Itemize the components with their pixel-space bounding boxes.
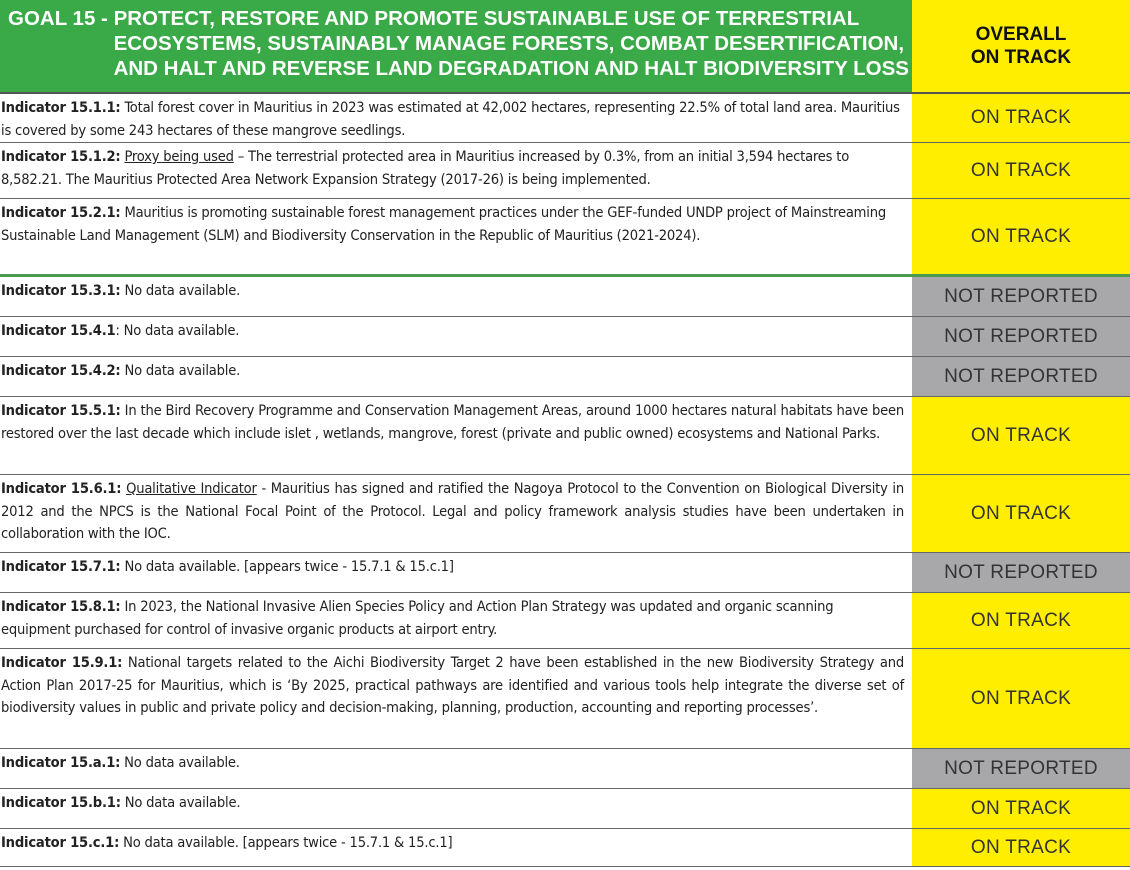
indicator-text: In 2023, the National Invasive Alien Species Policy and Action Plan Strategy was updated and organic scanning equipment purchased for control of invasive organic products at airport entry. — [1, 598, 834, 638]
indicator-text: Mauritius is promoting sustainable forest management practices under the GEF-funded UNDP project of Mainstreaming Sustainable Land Management (SLM) and Biodiversity Conservation in the Republic of Mauritius (2021-2024). — [1, 204, 886, 244]
table-row — [0, 649, 1130, 749]
table-row — [0, 277, 1130, 317]
indicator-text: No data available. — [120, 754, 240, 771]
table-row — [0, 397, 1130, 475]
indicator-label: Indicator 15.4.2: — [1, 362, 121, 379]
indicator-label: Indicator 15.4.1 — [1, 322, 116, 339]
indicator-text: In the Bird Recovery Programme and Conservation Management Areas, around 1000 hectares natural habitats have been restored over the last decade which include islet , wetlands, mangrove, forest (private and public owned) ecosystems and National Parks. — [1, 402, 905, 442]
table-row — [0, 553, 1130, 593]
status-on-track: ON TRACK — [912, 94, 1130, 142]
indicator-text: - Mauritius has signed and ratified the Nagoya Protocol to the Convention on Biological Diversity in 2012 and the NPCS is the National Focal Point of the Protocol. Legal and policy framework analysis studies have been undertaken in collaboration with the IOC. — [1, 480, 905, 542]
status-on-track: ON TRACK — [912, 143, 1130, 198]
indicator-description — [0, 143, 912, 198]
goal-title — [0, 0, 912, 92]
table-row — [0, 475, 1130, 553]
status-not-reported: NOT REPORTED — [912, 277, 1130, 316]
indicator-rows — [0, 94, 1130, 867]
indicator-label: Indicator 15.3.1: — [1, 282, 121, 299]
status-on-track: ON TRACK — [912, 829, 1130, 866]
indicator-text: National targets related to the Aichi Biodiversity Target 2 have been established in the new Biodiversity Strategy and Action Plan 2017-25 for Mauritius, which is ‘By 2025, practical pathways are identified and various tools help integrate the diverse set of biodiversity values in public and private policy and decision-making, planning, production, accounting and reporting processes’. — [1, 654, 905, 716]
table-row — [0, 357, 1130, 397]
table-row — [0, 829, 1130, 867]
indicator-description — [0, 475, 912, 552]
indicator-description — [0, 317, 912, 356]
indicator-description — [0, 649, 912, 748]
indicator-description — [0, 829, 912, 866]
table-row — [0, 317, 1130, 357]
indicator-label: Indicator 15.8.1: — [1, 598, 121, 615]
indicator-label: Indicator 15.7.1: — [1, 558, 121, 575]
indicator-label: Indicator 15.6.1: — [1, 480, 122, 497]
status-not-reported: NOT REPORTED — [912, 317, 1130, 356]
table-row — [0, 593, 1130, 649]
goal-title-line: PROTECT, RESTORE AND PROMOTE SUSTAINABLE USE OF TERRESTRIAL — [113, 7, 860, 30]
status-on-track: ON TRACK — [912, 475, 1130, 552]
table-row — [0, 143, 1130, 199]
indicator-text: Total forest cover in Mauritius in 2023 was estimated at 42,002 hectares, representing 22.5% of total land area. Mauritius is covered by some 243 hectares of these mangrove seedlings. — [1, 99, 900, 139]
indicator-label: Indicator 15.c.1: — [1, 834, 120, 851]
indicator-note: Qualitative Indicator — [126, 480, 257, 497]
table-row — [0, 94, 1130, 143]
indicator-description — [0, 199, 912, 274]
indicator-description — [0, 277, 912, 316]
goal-prefix: GOAL 15 - — [8, 7, 114, 30]
goal-title-line: ECOSYSTEMS, SUSTAINABLY MANAGE FORESTS, COMBAT DESERTIFICATION, — [113, 32, 905, 55]
indicator-text: No data available. — [120, 362, 241, 379]
table-row — [0, 789, 1130, 829]
indicator-label: Indicator 15.a.1: — [1, 754, 121, 771]
overall-value: ON TRACK — [970, 47, 1072, 68]
status-not-reported: NOT REPORTED — [912, 553, 1130, 592]
indicator-text: No data available. — [120, 282, 241, 299]
status-on-track: ON TRACK — [912, 593, 1130, 648]
indicator-text: No data available. [appears twice - 15.7.1 & 15.c.1] — [119, 834, 453, 851]
indicator-description — [0, 593, 912, 648]
indicator-label: Indicator 15.1.1: — [1, 99, 121, 116]
goal-title-lines — [114, 6, 909, 92]
indicator-description — [0, 553, 912, 592]
indicator-description — [0, 357, 912, 396]
indicator-label: Indicator 15.5.1: — [1, 402, 121, 419]
status-on-track: ON TRACK — [912, 397, 1130, 474]
indicator-text: – The terrestrial protected area in Mauritius increased by 0.3%, from an initial 3,594 hectares to 8,582.21. The Mauritius Protected Area Network Expansion Strategy (2017-26) is being implemented. — [1, 148, 850, 188]
indicator-description — [0, 94, 912, 142]
indicator-text: No data available. [appears twice - 15.7.1 & 15.c.1] — [120, 558, 454, 575]
status-not-reported: NOT REPORTED — [912, 749, 1130, 788]
table-row — [0, 199, 1130, 277]
indicator-description — [0, 397, 912, 474]
status-on-track: ON TRACK — [912, 649, 1130, 748]
indicator-description — [0, 789, 912, 828]
table-header — [0, 0, 1130, 94]
status-not-reported: NOT REPORTED — [912, 357, 1130, 396]
status-on-track: ON TRACK — [912, 789, 1130, 828]
goal-title-line: AND HALT AND REVERSE LAND DEGRADATION AND HALT BIODIVERSITY LOSS — [113, 57, 909, 80]
indicator-text: : No data available. — [115, 322, 240, 339]
indicator-description — [0, 749, 912, 788]
indicator-label: Indicator 15.1.2: — [1, 148, 121, 165]
indicator-label: Indicator 15.b.1: — [1, 794, 121, 811]
status-on-track: ON TRACK — [912, 199, 1130, 274]
overall-status — [912, 0, 1130, 92]
overall-label: OVERALL — [975, 24, 1067, 45]
table-row — [0, 749, 1130, 789]
indicator-label: Indicator 15.9.1: — [1, 654, 123, 671]
indicator-text: No data available. — [120, 794, 241, 811]
indicator-note: Proxy being used — [124, 148, 234, 165]
indicator-label: Indicator 15.2.1: — [1, 204, 121, 221]
